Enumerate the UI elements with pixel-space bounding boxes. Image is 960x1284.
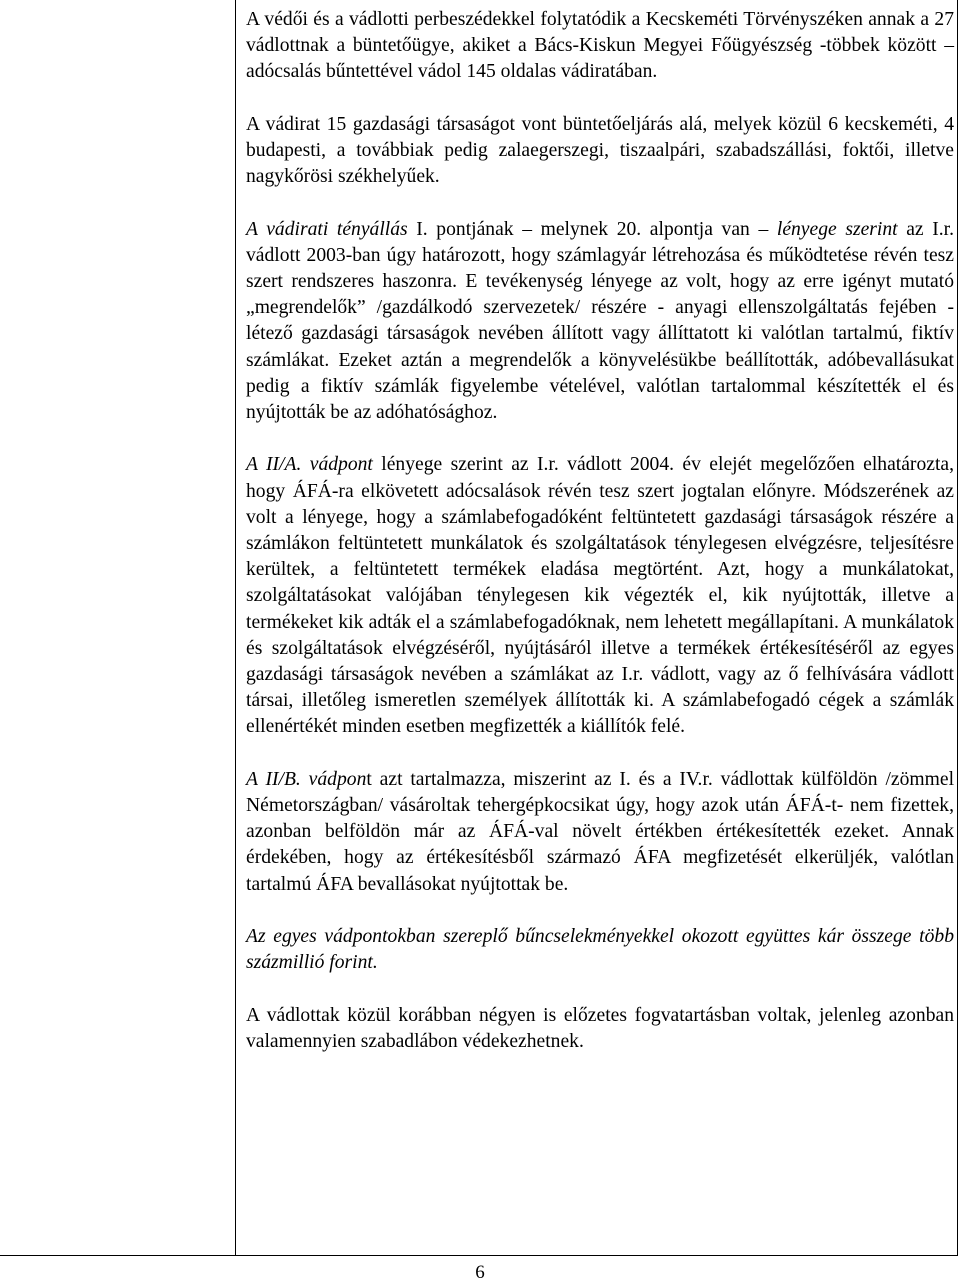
text-run: lényege szerint az I.r. vádlott 2004. év elejét megelőzően elhatározta, hogy ÁFÁ-ra elkövetett adócsalások révén tesz szert jogtalan előnyre. Módszerének az volt a lényege, hogy a számlabefogadóként feltüntetett gazdasági társaságok részére a számlákon feltüntetett munkálatok és szolgáltatások ténylegesen elvégzésre, teljesítésre kerültek, a feltüntetett termékek eladása megtörtént. Azt, hogy a munkálatokat, szolgáltatásokat valójában ténylegesen kik végezték el, kik nyújtották, illetve a termékeket kik adták el a számlabefogadóknak, nem lehetett megállapítani. A munkálatok és szolgáltatások elvégzéséről, nyújtásáról illetve a termékek értékesítéséről az egyes gazdasági társaságok nevében a számlákat az I.r. vádlott, vagy az ő felhívására vádlott társai, illetőleg ismeretlen személyek állították ki. A számlabefogadó cégek a számlák ellenértékét minden esetben megfizették a kiállítók felé. — [246, 454, 954, 738]
document-body — [246, 7, 954, 1055]
paragraph — [246, 924, 954, 976]
paragraph — [246, 767, 954, 898]
paragraph — [246, 452, 954, 740]
text-run: A vádirat 15 gazdasági társaságot vont büntetőeljárás alá, melyek közül 6 kecskeméti, 4 budapesti, a továbbiak pedig zalaegerszegi, tiszaalpári, szabadszállási, foktői, illetve nagykőrösi székhelyűek. — [246, 113, 954, 188]
italic-text: A II/A. vádpont — [246, 454, 373, 476]
text-run: A vádlottak közül korábban négyen is előzetes fogvatartásban voltak, jelenleg azonban valamennyien szabadlábon védekezhetnek. — [246, 1004, 954, 1052]
paragraph — [246, 112, 954, 191]
italic-text: A II/B. vádpon — [246, 768, 367, 790]
text-run: t azt tartalmazza, miszerint az I. és a IV.r. vádlottak külföldön /zömmel Németországban/ vásároltak tehergépkocsikat úgy, hogy azok után ÁFÁ-t- nem fizettek, azonban belföldön már az ÁFÁ-val növelt értékben értékesítették ezeket. Annak érdekében, hogy az értékesítésből származó ÁFA megfizetését elkerüljék, valótlan tartalmú ÁFA bevallásokat nyújtottak be. — [246, 768, 955, 895]
italic-text: Az egyes vádpontokban szereplő bűncselekményekkel okozott együttes kár összege több százmillió forint. — [246, 926, 954, 974]
italic-text: lényege szerint — [776, 218, 898, 240]
text-run: A védői és a vádlotti perbeszédekkel folytatódik a Kecskeméti Törvényszéken annak a 27 vádlottnak a büntetőügye, akiket a Bács-Kiskun Megyei Főügyészség -többek között – adócsalás bűntettével vádol 145 oldalas vádiratában. — [246, 9, 954, 83]
paragraph — [246, 7, 954, 86]
paragraph — [246, 217, 954, 427]
text-run: I. pontjának – melynek 20. alpontja van – — [407, 218, 777, 240]
italic-text: A vádirati tényállás — [246, 218, 408, 240]
page-number: 6 — [475, 1262, 485, 1283]
text-run: az I.r. vádlott 2003-ban úgy határozott, hogy számlagyár létrehozása és működtetése révén tesz szert rendszeres haszonra. E tevékenység lényege az volt, hogy az erre igényt mutató „megrendelők” /gazdálkodó szervezetek/ részére - anyagi ellenszolgáltatás fejében - létező gazdasági társaságok nevében állított vagy állíttatott ki valótlan tartalmú, fiktív számlákat. Ezeket aztán a megrendelők a könyvelésükbe beállították, adóbevallásukat pedig a fiktív számlák figyelembe vételével, valótlan tartalommal készítették el és nyújtották be az adóhatósághoz. — [246, 218, 954, 424]
paragraph — [246, 1003, 954, 1055]
left-margin-cell — [0, 0, 236, 1256]
